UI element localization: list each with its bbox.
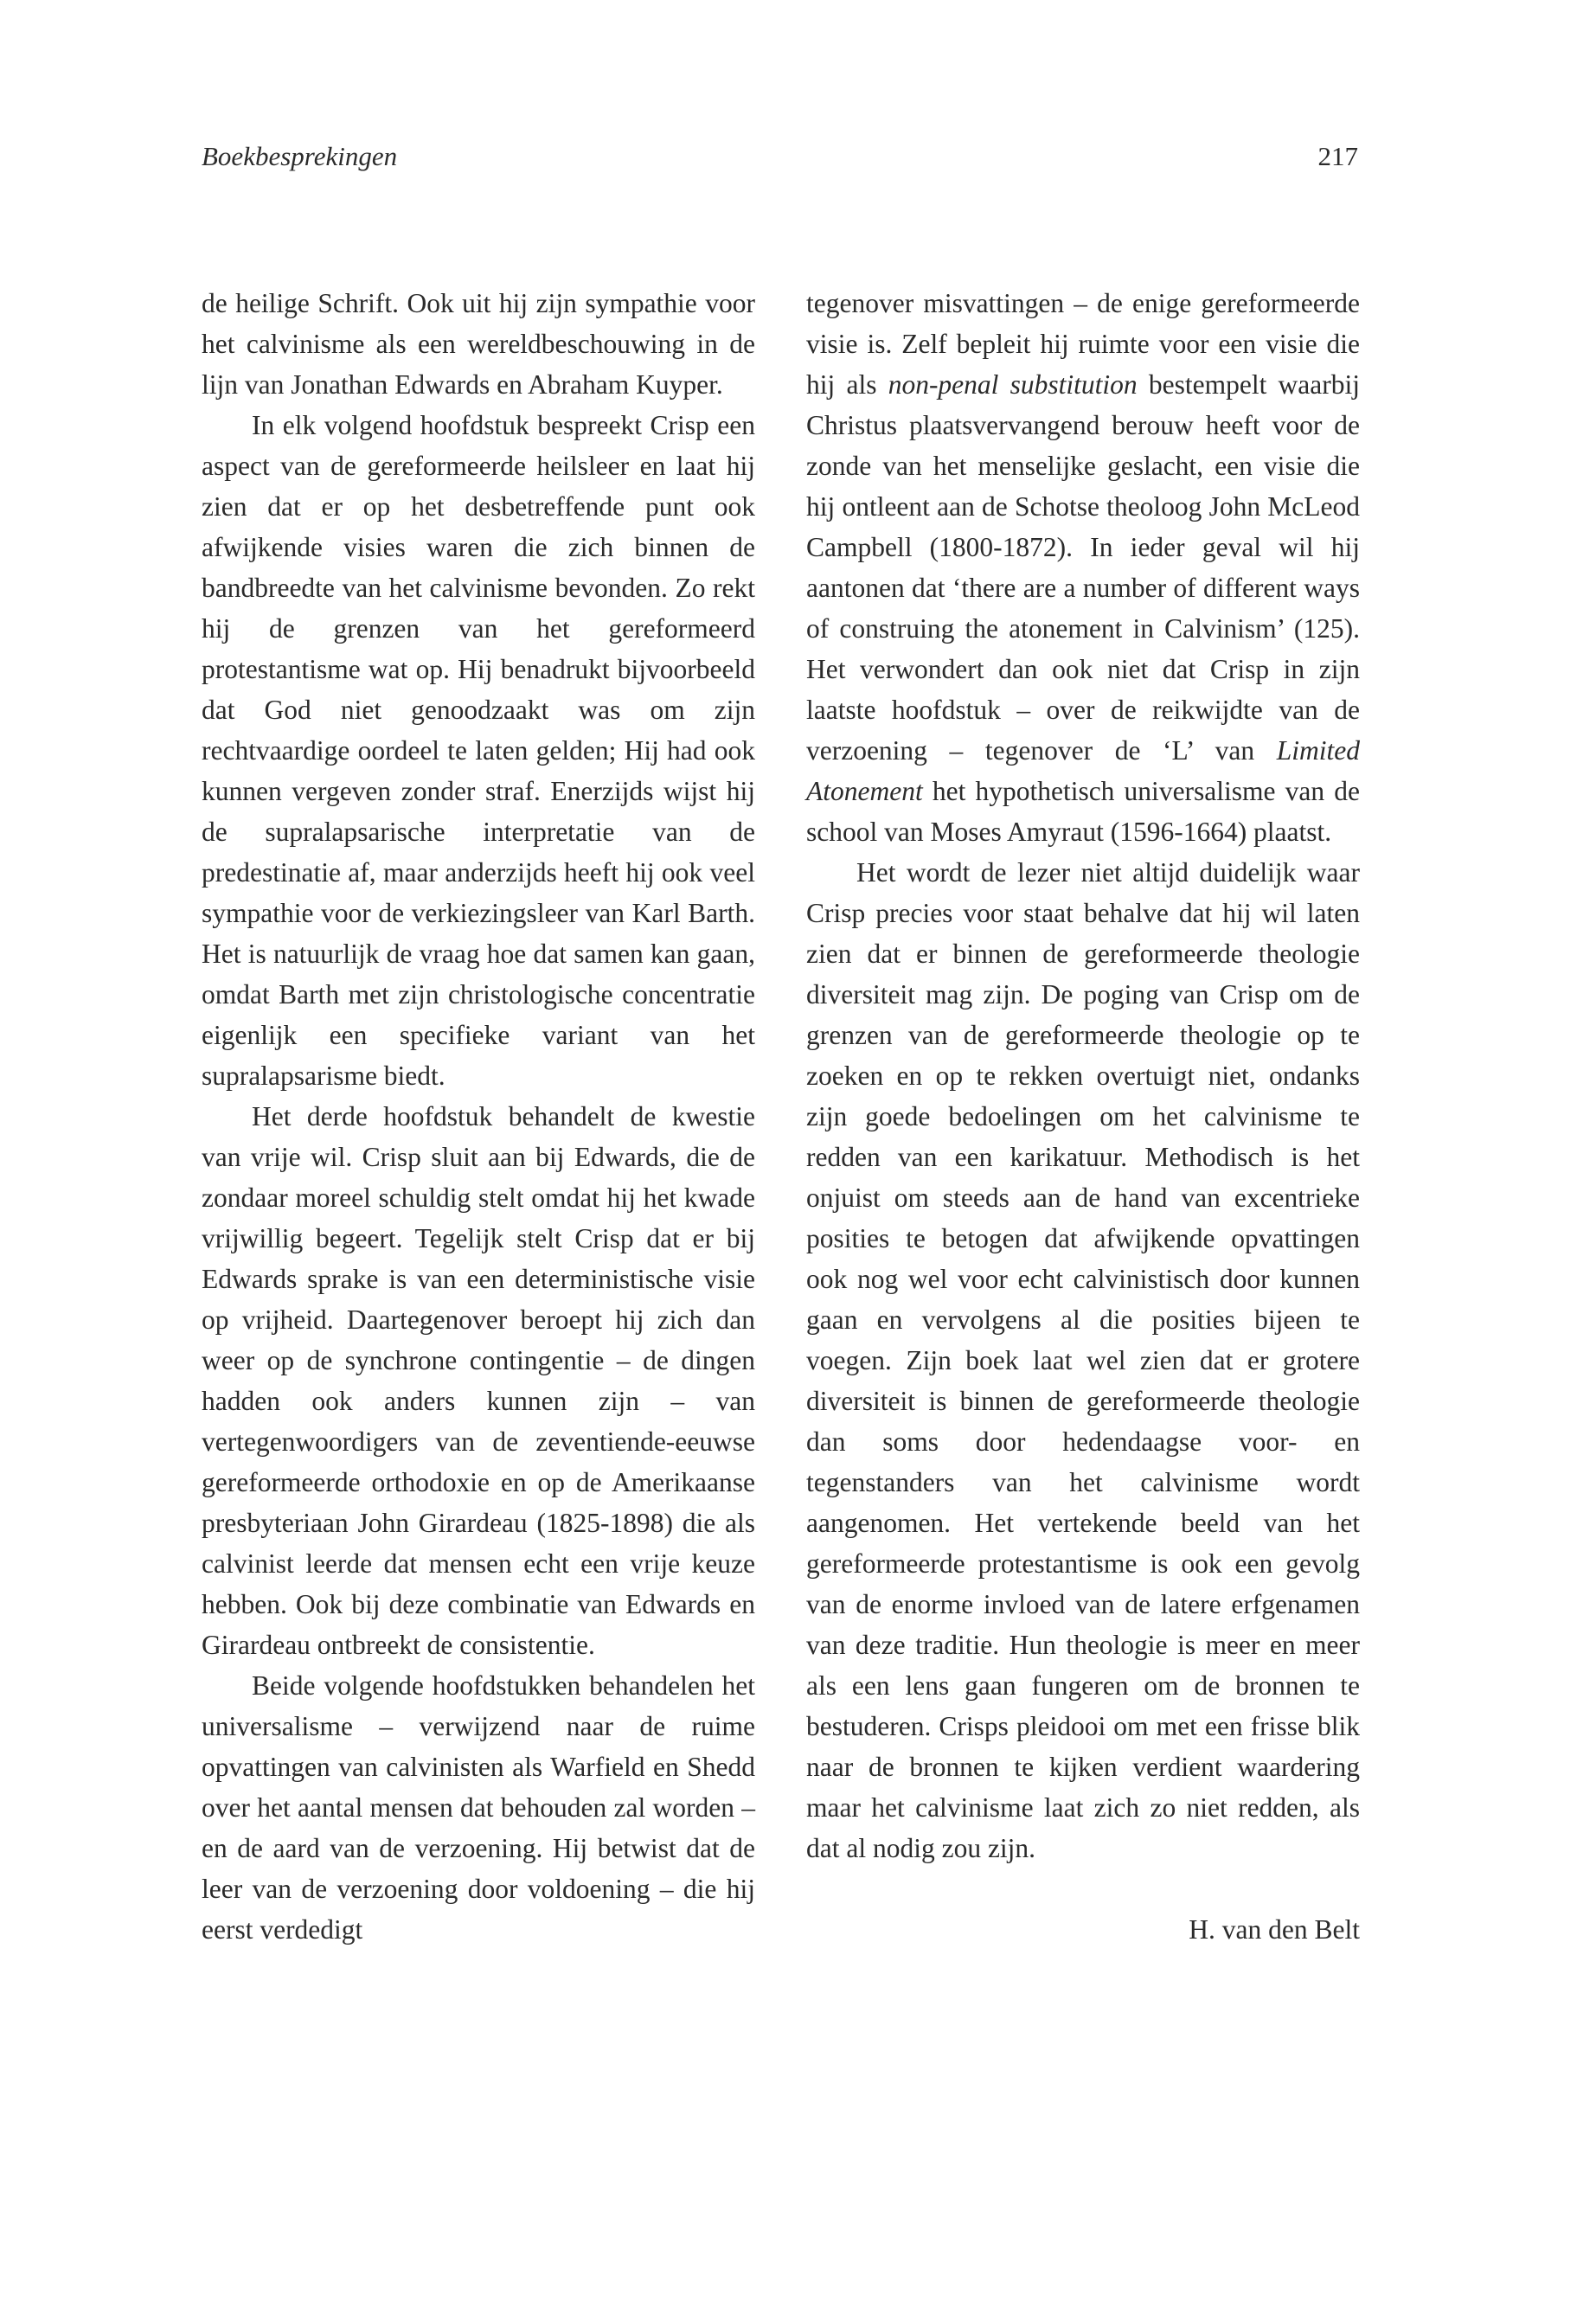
paragraph (806, 283, 1360, 852)
paragraph: In elk volgend hoofdstuk bespreekt Crisp een aspect van de gereformeerde heilsleer en laat hij zien dat er op het desbetreffende punt ook afwijkende visies waren die zich binnen de bandbreedte van het calvinisme bevonden. Zo rekt hij de grenzen van het gereformeerd protestantisme wat op. Hij benadrukt bijvoorbeeld dat God niet genoodzaakt was om zijn rechtvaardige oordeel te laten gelden; Hij had ook kunnen vergeven zonder straf. Enerzijds wijst hij de supralapsarische interpretatie van de predestinatie af, maar anderzijds heeft hij ook veel sympathie voor de verkiezingsleer van Karl Barth. Het is natuurlijk de vraag hoe dat samen kan gaan, omdat Barth met zijn christologische concentratie eigenlijk een specifieke variant van het supralapsarisme biedt. (202, 410, 755, 1091)
italic-term: Limited Atonement (806, 735, 1360, 806)
right-column (806, 283, 1360, 1950)
text-run: het hypothetisch universalisme van de school van Moses Amyraut (1596-1664) plaatst. (806, 776, 1360, 847)
paragraph: Beide volgende hoofdstukken behandelen het universalisme – verwijzend naar de ruime opvattingen van calvinisten als Warfield en Shedd over het aantal mensen dat behouden zal worden – en de aard van de verzoening. Hij betwist dat de leer van de verzoening door voldoening – die hij eerst verdedigt (202, 1670, 755, 1945)
running-head: Boekbesprekingen (202, 141, 398, 171)
paragraph: Het wordt de lezer niet altijd duidelijk waar Crisp precies voor staat behalve dat hij wil laten zien dat er binnen de gereformeerde theologie diversiteit mag zijn. De poging van Crisp om de grenzen van de gereformeerde theologie op te zoeken en op te rekken overtuigt niet, ondanks zijn goede bedoelingen om het calvinisme te redden van een karikatuur. Methodisch is het onjuist om steeds aan de hand van excentrieke posities te betogen dat afwijkende opvattingen ook nog wel voor echt calvinistisch door kunnen gaan en vervolgens al die posities bijeen te voegen. Zijn boek laat wel zien dat er grotere diversiteit is binnen de gereformeerde theologie dan soms door hedendaagse voor- en tegenstanders van het calvinisme wordt aangenomen. Het vertekende beeld van het gereformeerde protestantisme is ook een gevolg van de enorme invloed van de latere erfgenamen van deze traditie. Hun theologie is meer en meer als een lens gaan fungeren om de bronnen te bestuderen. Crisps pleidooi om met een frisse blik naar de bronnen te kijken verdient waardering maar het calvinisme laat zich zo niet redden, als dat al nodig zou zijn. (806, 857, 1360, 1863)
left-column (202, 283, 755, 1950)
text-run: tegenover misvattingen – de enige gereformeerde visie is. Zelf bepleit hij ruimte voor een visie die hij als (806, 288, 1360, 400)
italic-term: non-penal substitution (888, 369, 1138, 400)
paragraph: de heilige Schrift. Ook uit hij zijn sympathie voor het calvinisme als een wereldbeschouwing in de lijn van Jonathan Edwards en Abraham Kuyper. (202, 288, 755, 400)
page-number: 217 (1317, 141, 1358, 171)
paragraph: Het derde hoofdstuk behandelt de kwestie van vrije wil. Crisp sluit aan bij Edwards, die de zondaar moreel schuldig stelt omdat hij het kwade vrijwillig begeert. Tegelijk stelt Crisp dat er bij Edwards sprake is van een deterministische visie op vrijheid. Daartegenover beroept hij zich dan weer op de synchrone contingentie – de dingen hadden ook anders kunnen zijn – van vertegenwoordigers van de zeventiende-eeuwse gereformeerde orthodoxie en op de Amerikaanse presbyteriaan John Girardeau (1825-1898) die als calvinist leerde dat mensen echt een vrije keuze hebben. Ook bij deze combinatie van Edwards en Girardeau ontbreekt de consistentie. (202, 1101, 755, 1660)
text-run: bestempelt waarbij Christus plaatsvervangend berouw heeft voor de zonde van het menselijke geslacht, een visie die hij ontleent aan de Schotse theoloog John McLeod Campbell (1800-1872). In ieder geval wil hij aantonen dat ‘there are a number of different ways of construing the atonement in Calvinism’ (125). Het verwondert dan ook niet dat Crisp in zijn laatste hoofdstuk – over de reikwijdte van de verzoening – tegenover de ‘L’ van (806, 369, 1361, 766)
page-header (202, 138, 1358, 182)
author-signature: H. van den Belt (1189, 1914, 1360, 1945)
